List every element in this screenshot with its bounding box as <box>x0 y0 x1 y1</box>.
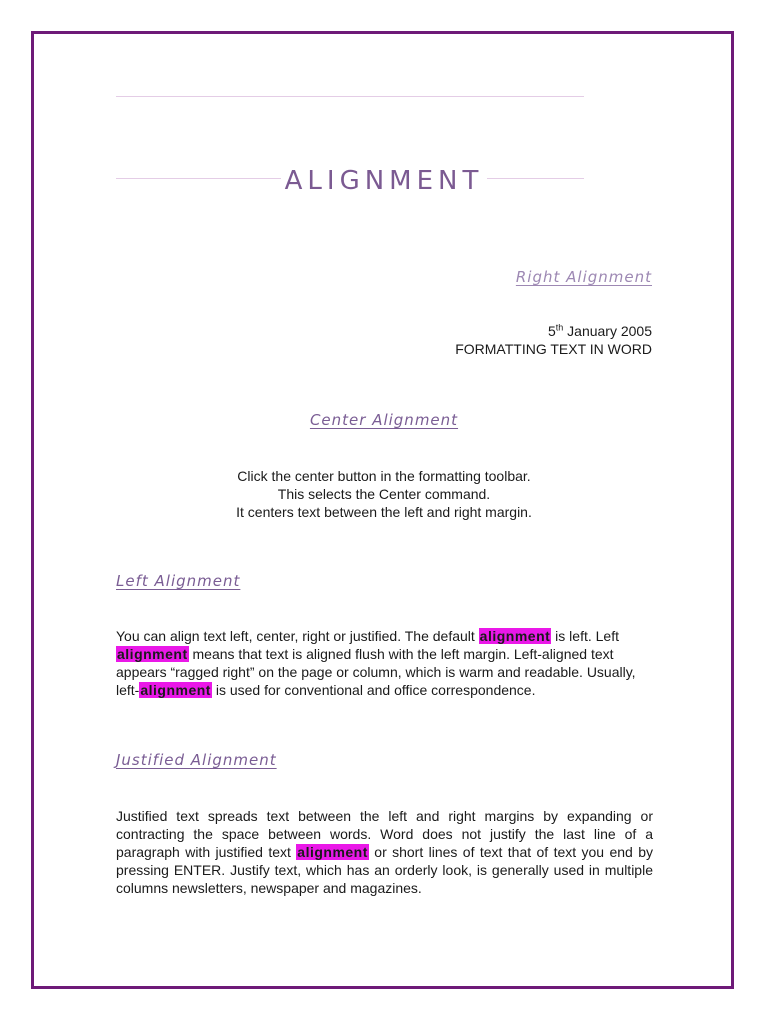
heading-justified-alignment: Justified Alignment <box>116 751 277 769</box>
highlighted-word: alignment <box>479 628 551 644</box>
date-suffix: th <box>555 322 564 333</box>
justified-paragraph <box>116 807 653 897</box>
left-aligned-paragraph <box>116 627 653 699</box>
subtitle-line: FORMATTING TEXT IN WORD <box>455 341 652 357</box>
date-day: 5 <box>547 323 556 339</box>
text-run: is used for conventional and office correspondence. <box>211 682 536 698</box>
text-run: is left. Left <box>551 628 619 644</box>
document-title-text: ALIGNMENT <box>281 166 488 196</box>
right-aligned-block <box>455 322 652 358</box>
center-line: It centers text between the left and right margin. <box>236 504 532 520</box>
highlighted-word: alignment <box>297 844 368 860</box>
date-rest: January 2005 <box>563 323 652 339</box>
highlighted-word: alignment <box>140 682 211 698</box>
text-run: means that text is aligned flush with the left margin. Left-aligned text appears “ragged right” on the page or column, which is warm and readable. Usually, left- <box>116 646 636 698</box>
heading-right-alignment: Right Alignment <box>515 268 652 286</box>
center-line: This selects the Center command. <box>277 486 491 502</box>
top-rule <box>116 96 584 97</box>
heading-center-alignment: Center Alignment <box>309 411 459 429</box>
highlighted-word: alignment <box>117 646 188 662</box>
text-run: or short lines of text that of text you end by pressing ENTER. Justify text, which has an orderly look, is generally used in multiple columns newsletters, newspaper and magazines. <box>116 844 653 896</box>
center-aligned-block <box>0 467 768 521</box>
document-title <box>0 166 768 196</box>
center-line: Click the center button in the formatting toolbar. <box>237 468 531 484</box>
text-run: You can align text left, center, right or justified. The default <box>116 628 479 644</box>
heading-left-alignment: Left Alignment <box>116 572 241 590</box>
text-run: Justified text spreads text between the left and right margins by expanding or contracting the space between words. Word does not justify the last line of a paragraph with justified text <box>116 808 653 860</box>
date-line <box>455 322 652 340</box>
